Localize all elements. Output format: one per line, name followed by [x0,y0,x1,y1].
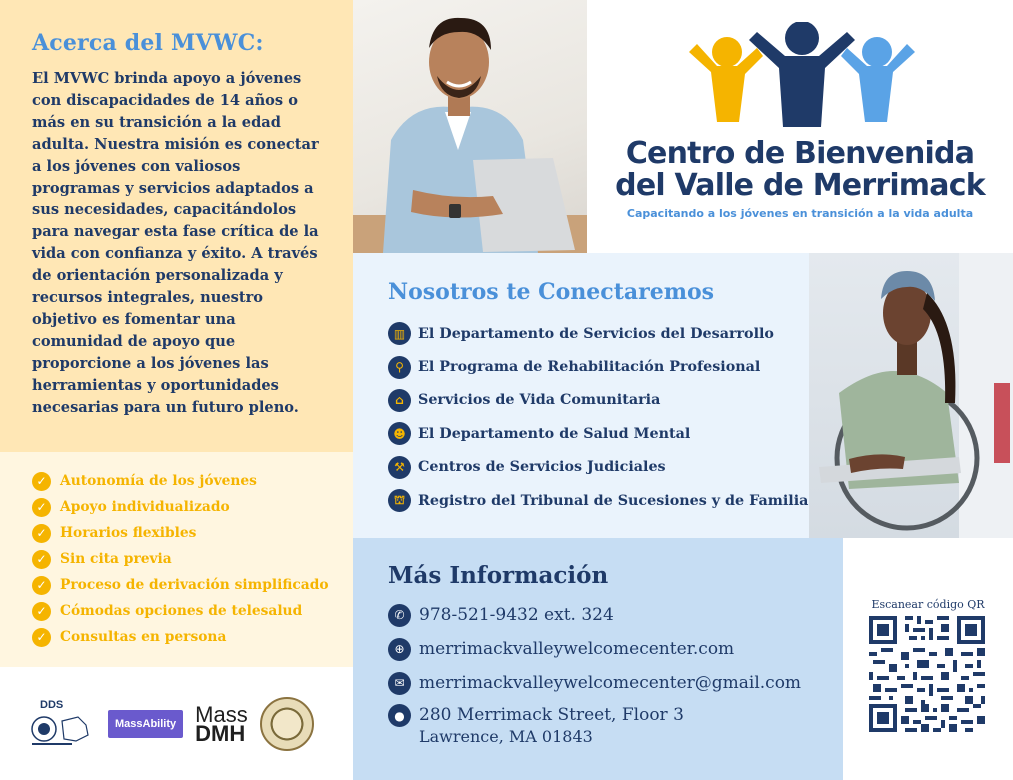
gavel-icon: ⚒ [388,456,411,479]
house-icon: ⌂ [388,389,411,412]
connect-list [388,317,809,517]
feature-item [32,572,353,598]
contact-section [353,538,843,780]
connect-item-label: Servicios de Vida Comunitaria [418,392,661,409]
feature-item [32,520,353,546]
connect-item-label: El Programa de Rehabilitación Profesional [418,359,761,376]
photo-young-man-laptop [353,0,587,253]
feature-item [32,624,353,650]
check-icon: ✓ [32,550,51,569]
connect-item-label: Registro del Tribunal de Sucesiones y de Familia [418,492,809,509]
dmh-logo-line2: DMH [195,720,246,746]
feature-label: Cómodas opciones de telesalud [60,603,303,619]
photo-woman-wheelchair [809,253,1013,538]
location-pin-icon: ● [388,704,411,727]
connect-item [388,451,809,484]
qr-section [843,538,1013,780]
connect-item-label: El Departamento de Salud Mental [418,425,691,442]
qr-caption: Escanear código QR [871,598,985,611]
globe-icon: ⊕ [388,638,411,661]
check-icon: ✓ [32,498,51,517]
brand-header [587,0,1013,253]
dmh-logo [195,701,248,746]
connect-section [353,253,809,538]
feature-label: Consultas en persona [60,629,227,645]
connect-item-label: Centros de Servicios Judiciales [418,459,666,476]
email-link[interactable]: merrimackvalleywelcomecenter@gmail.com [419,673,802,693]
check-icon: ✓ [32,472,51,491]
dmh-logo-line1: Mass [195,701,248,727]
head-icon: ☻ [388,422,411,445]
connect-item [388,484,809,517]
dds-logo [28,699,96,749]
connect-item [388,350,809,383]
contact-title: Más Información [388,562,609,589]
check-icon: ✓ [32,628,51,647]
feature-label: Apoyo individualizado [60,499,230,515]
email-row [388,666,843,700]
feature-item [32,598,353,624]
feature-item [32,494,353,520]
about-body: El MVWC brinda apoyo a jóvenes con discapacidades de 14 años o más en su transición a la edad adulta. Nuestra misión es conectar a los jóvenes con valiosos programas y servicios adaptados a sus necesidades, capacitándolos para navegar esta fase crítica de la vida con confianza y éxito. A través de orientación personalizada y recursos integrales, nuestro objetivo es fomentar una comunidad de apoyo que proporcione a los jóvenes las herramientas y oportunidades necesarias para un futuro pleno. [32,70,319,416]
left-column [0,0,353,780]
feature-label: Horarios flexibles [60,525,197,541]
phone-icon: ✆ [388,604,411,627]
check-icon: ✓ [32,524,51,543]
feature-label: Proceso de derivación simplificado [60,577,329,593]
courthouse-icon: ⛫ [388,489,411,512]
brand-title-line2: del Valle de Merrimack [615,168,985,203]
brand-title-line1: Centro de Bienvenida [625,136,975,171]
qr-code[interactable] [868,616,986,732]
features-list [32,468,353,650]
feature-item [32,546,353,572]
phone-number[interactable]: 978-521-9432 ext. 324 [419,605,614,625]
address [419,704,684,748]
envelope-icon: ✉ [388,672,411,695]
feature-item [32,468,353,494]
massachusetts-seal [260,697,314,751]
address-line1: 280 Merrimack Street, Floor 3 [419,705,684,725]
building-icon: ▥ [388,322,411,345]
features-section [0,452,353,667]
connect-item [388,384,809,417]
magnifier-icon: ⚲ [388,356,411,379]
feature-label: Autonomía de los jóvenes [60,473,257,489]
check-icon: ✓ [32,576,51,595]
brand-tagline: Capacitando a los jóvenes en transición a la vida adulta [626,207,974,220]
address-line2: Lawrence, MA 01843 [419,727,593,746]
connect-title: Nosotros te Conectaremos [388,279,715,305]
people-logo-icon [687,22,917,132]
phone-row [388,598,843,632]
massability-logo: MassAbility [108,710,183,738]
connect-item [388,317,809,350]
dds-logo-text: DDS [40,698,64,711]
connect-item [388,417,809,450]
address-row [388,700,843,746]
website-link[interactable]: merrimackvalleywelcomecenter.com [419,639,735,659]
feature-label: Sin cita previa [60,551,172,567]
about-title: Acerca del MVWC: [32,30,264,56]
about-section [0,0,353,452]
connect-item-label: El Departamento de Servicios del Desarrollo [418,325,774,342]
website-row [388,632,843,666]
partner-logos [0,667,353,780]
check-icon: ✓ [32,602,51,621]
